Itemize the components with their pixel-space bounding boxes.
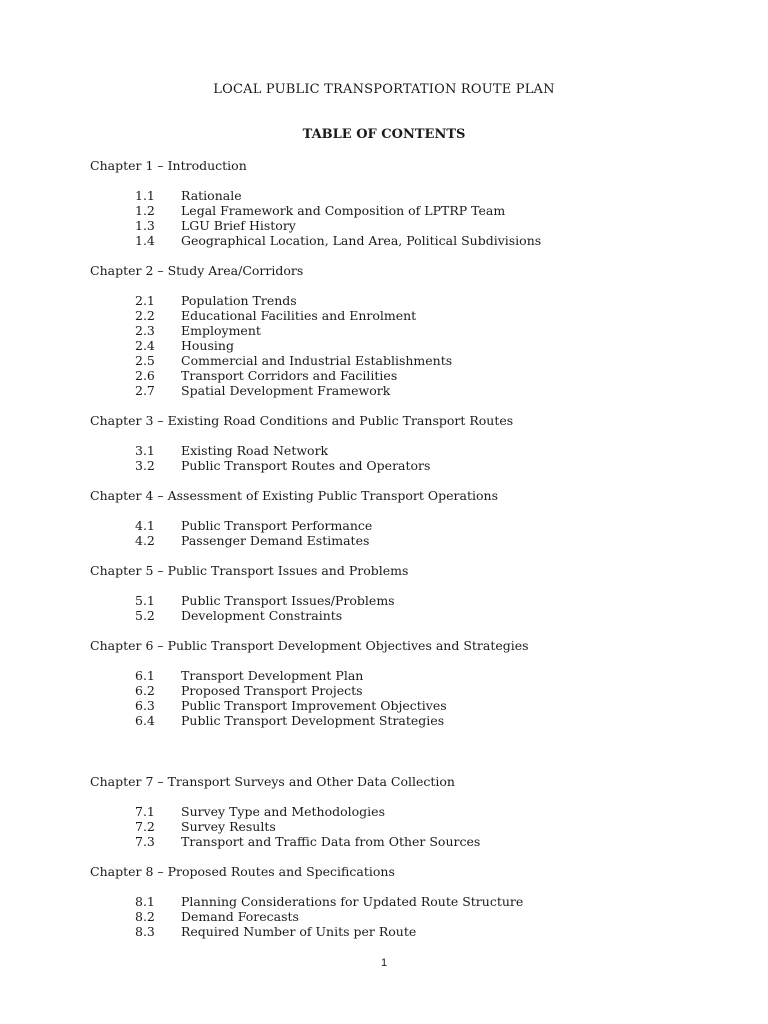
toc-section-entry: [90, 834, 728, 849]
chapter-title: Chapter 1 – Introduction: [90, 158, 247, 173]
section-number: 7.1: [135, 804, 155, 819]
toc-section-entry: [90, 338, 728, 353]
section-list: [90, 593, 728, 623]
toc-heading: TABLE OF CONTENTS: [302, 127, 466, 142]
toc-section-entry: [90, 698, 728, 713]
section-number: 3.2: [135, 458, 155, 473]
section-label: Transport Corridors and Facilities: [181, 368, 398, 383]
toc-section-entry: [90, 368, 728, 383]
section-number: 6.1: [135, 668, 155, 683]
section-number: 1.2: [135, 203, 155, 218]
chapter-spacer: [90, 548, 728, 563]
page-number: 1: [380, 957, 388, 969]
section-label: Geographical Location, Land Area, Political Subdivisions: [181, 233, 542, 248]
toc-section-entry: [90, 533, 728, 548]
toc-section-entry: [90, 458, 728, 473]
toc-chapter: [90, 563, 728, 623]
chapter-title: Chapter 7 – Transport Surveys and Other Data Collection: [90, 774, 455, 789]
section-number: 1.1: [135, 188, 155, 203]
toc-section-entry: [90, 323, 728, 338]
section-label: Rationale: [181, 188, 242, 203]
section-label: Existing Road Network: [181, 443, 329, 458]
chapter-spacer: [90, 728, 728, 774]
section-label: Survey Type and Methodologies: [181, 804, 385, 819]
section-number: 5.1: [135, 593, 155, 608]
section-list: [90, 443, 728, 473]
section-label: Transport and Traffic Data from Other Sources: [181, 834, 481, 849]
section-number: 6.2: [135, 683, 155, 698]
section-number: 6.3: [135, 698, 155, 713]
section-number: 2.7: [135, 383, 155, 398]
section-number: 6.4: [135, 713, 155, 728]
toc-section-entry: [90, 683, 728, 698]
section-number: 2.2: [135, 308, 155, 323]
section-list: [90, 518, 728, 548]
section-number: 5.2: [135, 608, 155, 623]
toc-chapter: [90, 413, 728, 473]
chapter-spacer: [90, 248, 728, 263]
section-number: 7.3: [135, 834, 155, 849]
section-label: Required Number of Units per Route: [181, 924, 417, 939]
toc-section-entry: [90, 608, 728, 623]
section-number: 1.4: [135, 233, 155, 248]
section-number: 8.3: [135, 924, 155, 939]
section-number: 3.1: [135, 443, 155, 458]
toc-section-entry: [90, 668, 728, 683]
section-list: [90, 894, 728, 939]
toc-chapter: [90, 263, 728, 398]
section-label: Public Transport Development Strategies: [181, 713, 445, 728]
section-label: Spatial Development Framework: [181, 383, 391, 398]
toc-section-entry: [90, 353, 728, 368]
section-label: Employment: [181, 323, 261, 338]
section-number: 2.1: [135, 293, 155, 308]
section-label: Proposed Transport Projects: [181, 683, 363, 698]
toc-chapter: [90, 488, 728, 548]
chapter-spacer: [90, 849, 728, 864]
section-list: [90, 188, 728, 248]
toc-section-entry: [90, 443, 728, 458]
section-number: 8.2: [135, 909, 155, 924]
toc-chapter: [90, 774, 728, 849]
toc-section-entry: [90, 218, 728, 233]
section-label: Legal Framework and Composition of LPTRP Team: [181, 203, 506, 218]
chapter-title: Chapter 8 – Proposed Routes and Specifications: [90, 864, 395, 879]
chapter-title: Chapter 5 – Public Transport Issues and Problems: [90, 563, 409, 578]
section-number: 8.1: [135, 894, 155, 909]
section-label: Public Transport Improvement Objectives: [181, 698, 447, 713]
section-label: Passenger Demand Estimates: [181, 533, 370, 548]
section-number: 2.6: [135, 368, 155, 383]
section-number: 2.4: [135, 338, 155, 353]
toc-section-entry: [90, 894, 728, 909]
chapter-spacer: [90, 473, 728, 488]
section-label: Planning Considerations for Updated Route Structure: [181, 894, 524, 909]
section-label: Public Transport Issues/Problems: [181, 593, 395, 608]
section-list: [90, 293, 728, 398]
table-of-contents: [90, 158, 728, 939]
section-number: 7.2: [135, 819, 155, 834]
toc-section-entry: [90, 203, 728, 218]
section-number: 4.2: [135, 533, 155, 548]
section-label: Transport Development Plan: [181, 668, 364, 683]
chapter-title: Chapter 2 – Study Area/Corridors: [90, 263, 304, 278]
section-list: [90, 668, 728, 728]
toc-section-entry: [90, 383, 728, 398]
document-title: LOCAL PUBLIC TRANSPORTATION ROUTE PLAN: [213, 82, 555, 97]
section-number: 2.3: [135, 323, 155, 338]
section-label: Housing: [181, 338, 234, 353]
toc-section-entry: [90, 518, 728, 533]
section-number: 1.3: [135, 218, 155, 233]
chapter-spacer: [90, 623, 728, 638]
chapter-spacer: [90, 398, 728, 413]
section-label: Survey Results: [181, 819, 276, 834]
toc-section-entry: [90, 233, 728, 248]
toc-chapter: [90, 638, 728, 728]
section-label: Demand Forecasts: [181, 909, 299, 924]
section-label: Commercial and Industrial Establishments: [181, 353, 453, 368]
toc-chapter: [90, 864, 728, 939]
toc-section-entry: [90, 819, 728, 834]
chapter-title: Chapter 4 – Assessment of Existing Public Transport Operations: [90, 488, 498, 503]
toc-section-entry: [90, 924, 728, 939]
section-label: LGU Brief History: [181, 218, 296, 233]
toc-section-entry: [90, 188, 728, 203]
section-list: [90, 804, 728, 849]
toc-section-entry: [90, 593, 728, 608]
toc-section-entry: [90, 804, 728, 819]
toc-section-entry: [90, 909, 728, 924]
section-number: 2.5: [135, 353, 155, 368]
toc-chapter: [90, 158, 728, 248]
chapter-title: Chapter 3 – Existing Road Conditions and Public Transport Routes: [90, 413, 514, 428]
section-label: Development Constraints: [181, 608, 343, 623]
section-number: 4.1: [135, 518, 155, 533]
toc-section-entry: [90, 713, 728, 728]
section-label: Public Transport Performance: [181, 518, 373, 533]
toc-section-entry: [90, 308, 728, 323]
section-label: Educational Facilities and Enrolment: [181, 308, 417, 323]
section-label: Public Transport Routes and Operators: [181, 458, 431, 473]
toc-section-entry: [90, 293, 728, 308]
section-label: Population Trends: [181, 293, 297, 308]
chapter-title: Chapter 6 – Public Transport Development Objectives and Strategies: [90, 638, 529, 653]
